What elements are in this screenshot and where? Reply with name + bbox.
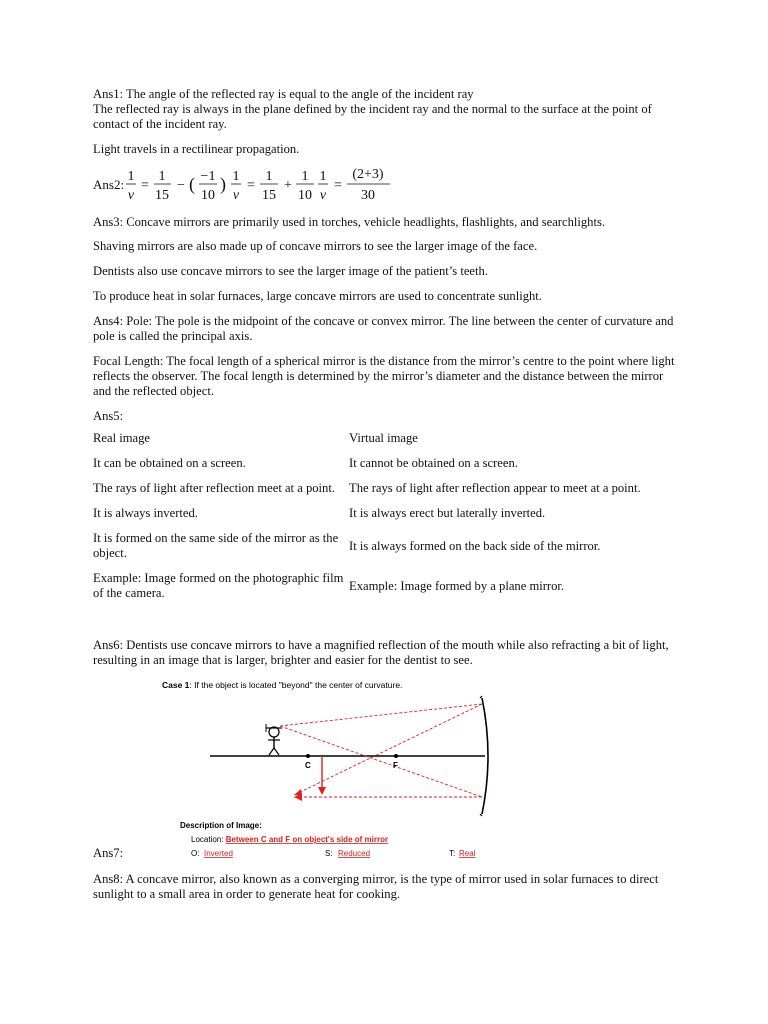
o-value: Inverted xyxy=(204,849,233,858)
frac6-den: 10 xyxy=(298,188,312,203)
table-cell: Example: Image formed by a plane mirror. xyxy=(349,578,565,593)
frac2-den: 15 xyxy=(155,188,169,203)
header-virtual-image: Virtual image xyxy=(349,431,418,445)
description-title: Description of Image: xyxy=(180,821,262,830)
real-virtual-comparison-table xyxy=(93,426,683,606)
table-cell: Example: Image formed on the photographic film of the camera. xyxy=(93,571,344,600)
ans5-label: Ans5: xyxy=(93,409,124,423)
ans8-p1: Ans8: A concave mirror, also known as a converging mirror, is the type of mirror used in solar furnaces to direct sunlight to a small area in order to generate heat for cooking. xyxy=(93,872,659,901)
s-value: Reduced xyxy=(338,849,371,858)
plus-sign: + xyxy=(284,178,292,193)
table-cell: It is always erect but laterally inverted. xyxy=(349,506,546,520)
frac6-num: 1 xyxy=(301,169,309,184)
paren-close: ) xyxy=(220,174,226,194)
frac5-den: 15 xyxy=(262,188,276,203)
o-label: O: xyxy=(191,849,200,858)
table-cell: It is always inverted. xyxy=(93,506,198,520)
ans3-p4: To produce heat in solar furnaces, large concave mirrors are used to concentrate sunlight. xyxy=(93,289,542,303)
table-row xyxy=(93,451,683,476)
frac8-num: (2+3) xyxy=(352,167,384,182)
frac7-num: 1 xyxy=(319,169,327,184)
eq-sign: = xyxy=(334,178,342,193)
location-value: Between C and F on object's side of mirror xyxy=(225,835,389,844)
location-label: Location: xyxy=(191,835,226,844)
point-c-label: C xyxy=(305,761,311,770)
ans2-formula xyxy=(93,165,413,205)
table-cell: The rays of light after reflection meet at a point. xyxy=(93,481,335,495)
s-label: S: xyxy=(325,849,333,858)
table-cell: It is formed on the same side of the mirror as the object. xyxy=(93,531,339,560)
table-row xyxy=(93,476,683,501)
header-real-image: Real image xyxy=(93,431,150,445)
ray-diagram-figure xyxy=(160,676,560,866)
frac1-num: 1 xyxy=(127,169,135,184)
t-value: Real xyxy=(459,849,476,858)
center-of-curvature-point xyxy=(306,754,310,758)
object-figure-icon xyxy=(266,724,282,755)
ans6-p1: Ans6: Dentists use concave mirrors to have a magnified reflection of the mouth while also refracting a bit of light, resulting in an image that is larger, brighter and easier for the dentist to see. xyxy=(93,638,669,667)
ans4-p2: Focal Length: The focal length of a spherical mirror is the distance from the mirror’s centre to the point where light reflects the observer. The focal length is determined by the mirror’s diameter and the distance between the mirror and the reflected object. xyxy=(93,354,675,398)
frac4-den: v xyxy=(232,188,240,203)
table-cell: It can be obtained on a screen. xyxy=(93,456,246,470)
ans1-line3: Light travels in a rectilinear propagation. xyxy=(93,142,300,156)
table-row xyxy=(93,566,683,606)
ans1-line1: Ans1: The angle of the reflected ray is equal to the angle of the incident ray xyxy=(93,87,474,101)
case-description: : If the object is located "beyond" the center of curvature. xyxy=(189,680,403,690)
frac5-num: 1 xyxy=(265,169,273,184)
table-cell: The rays of light after reflection appear to meet at a point. xyxy=(349,481,641,495)
light-rays xyxy=(280,704,482,797)
table-cell: It cannot be obtained on a screen. xyxy=(349,456,518,470)
svg-text:Location: Between C and F on o xyxy=(191,835,388,844)
ans4-p1: Ans4: Pole: The pole is the midpoint of the concave or convex mirror. The line between the center of curvature and pole is called the principal axis. xyxy=(93,314,674,343)
paren-open: ( xyxy=(189,174,195,194)
ans2-label: Ans2: xyxy=(93,177,125,192)
case-label: Case 1 xyxy=(162,680,190,690)
minus-sign: − xyxy=(177,178,185,193)
frac1-den: v xyxy=(127,188,135,203)
ans3-p1: Ans3: Concave mirrors are primarily used in torches, vehicle headlights, flashlights, and searchlights. xyxy=(93,215,606,229)
ray-arrowheads xyxy=(294,789,302,801)
ans7-label: Ans7: xyxy=(93,846,124,860)
frac3-den: 10 xyxy=(201,188,215,203)
frac4-num: 1 xyxy=(232,169,240,184)
ans1-line2: The reflected ray is always in the plane defined by the incident ray and the normal to the surface at the point of contact of the incident ray. xyxy=(93,102,652,131)
frac7-den: v xyxy=(319,188,327,203)
t-label: T: xyxy=(449,849,456,858)
frac8-den: 30 xyxy=(361,188,375,203)
eq-sign: = xyxy=(141,178,149,193)
focal-point xyxy=(394,754,398,758)
table-row xyxy=(93,501,683,526)
svg-text:Case 1: If the object is loca xyxy=(162,680,402,690)
table-row xyxy=(93,526,683,566)
frac3-num: −1 xyxy=(200,169,216,184)
table-cell: It is always formed on the back side of the mirror. xyxy=(349,538,601,553)
eq-sign: = xyxy=(247,178,255,193)
point-f-label: F xyxy=(393,761,398,770)
ans3-p2: Shaving mirrors are also made up of concave mirrors to see the larger image of the face. xyxy=(93,239,538,253)
ans3-p3: Dentists also use concave mirrors to see the larger image of the patient’s teeth. xyxy=(93,264,488,278)
table-header-row xyxy=(93,426,683,451)
frac2-num: 1 xyxy=(158,169,166,184)
